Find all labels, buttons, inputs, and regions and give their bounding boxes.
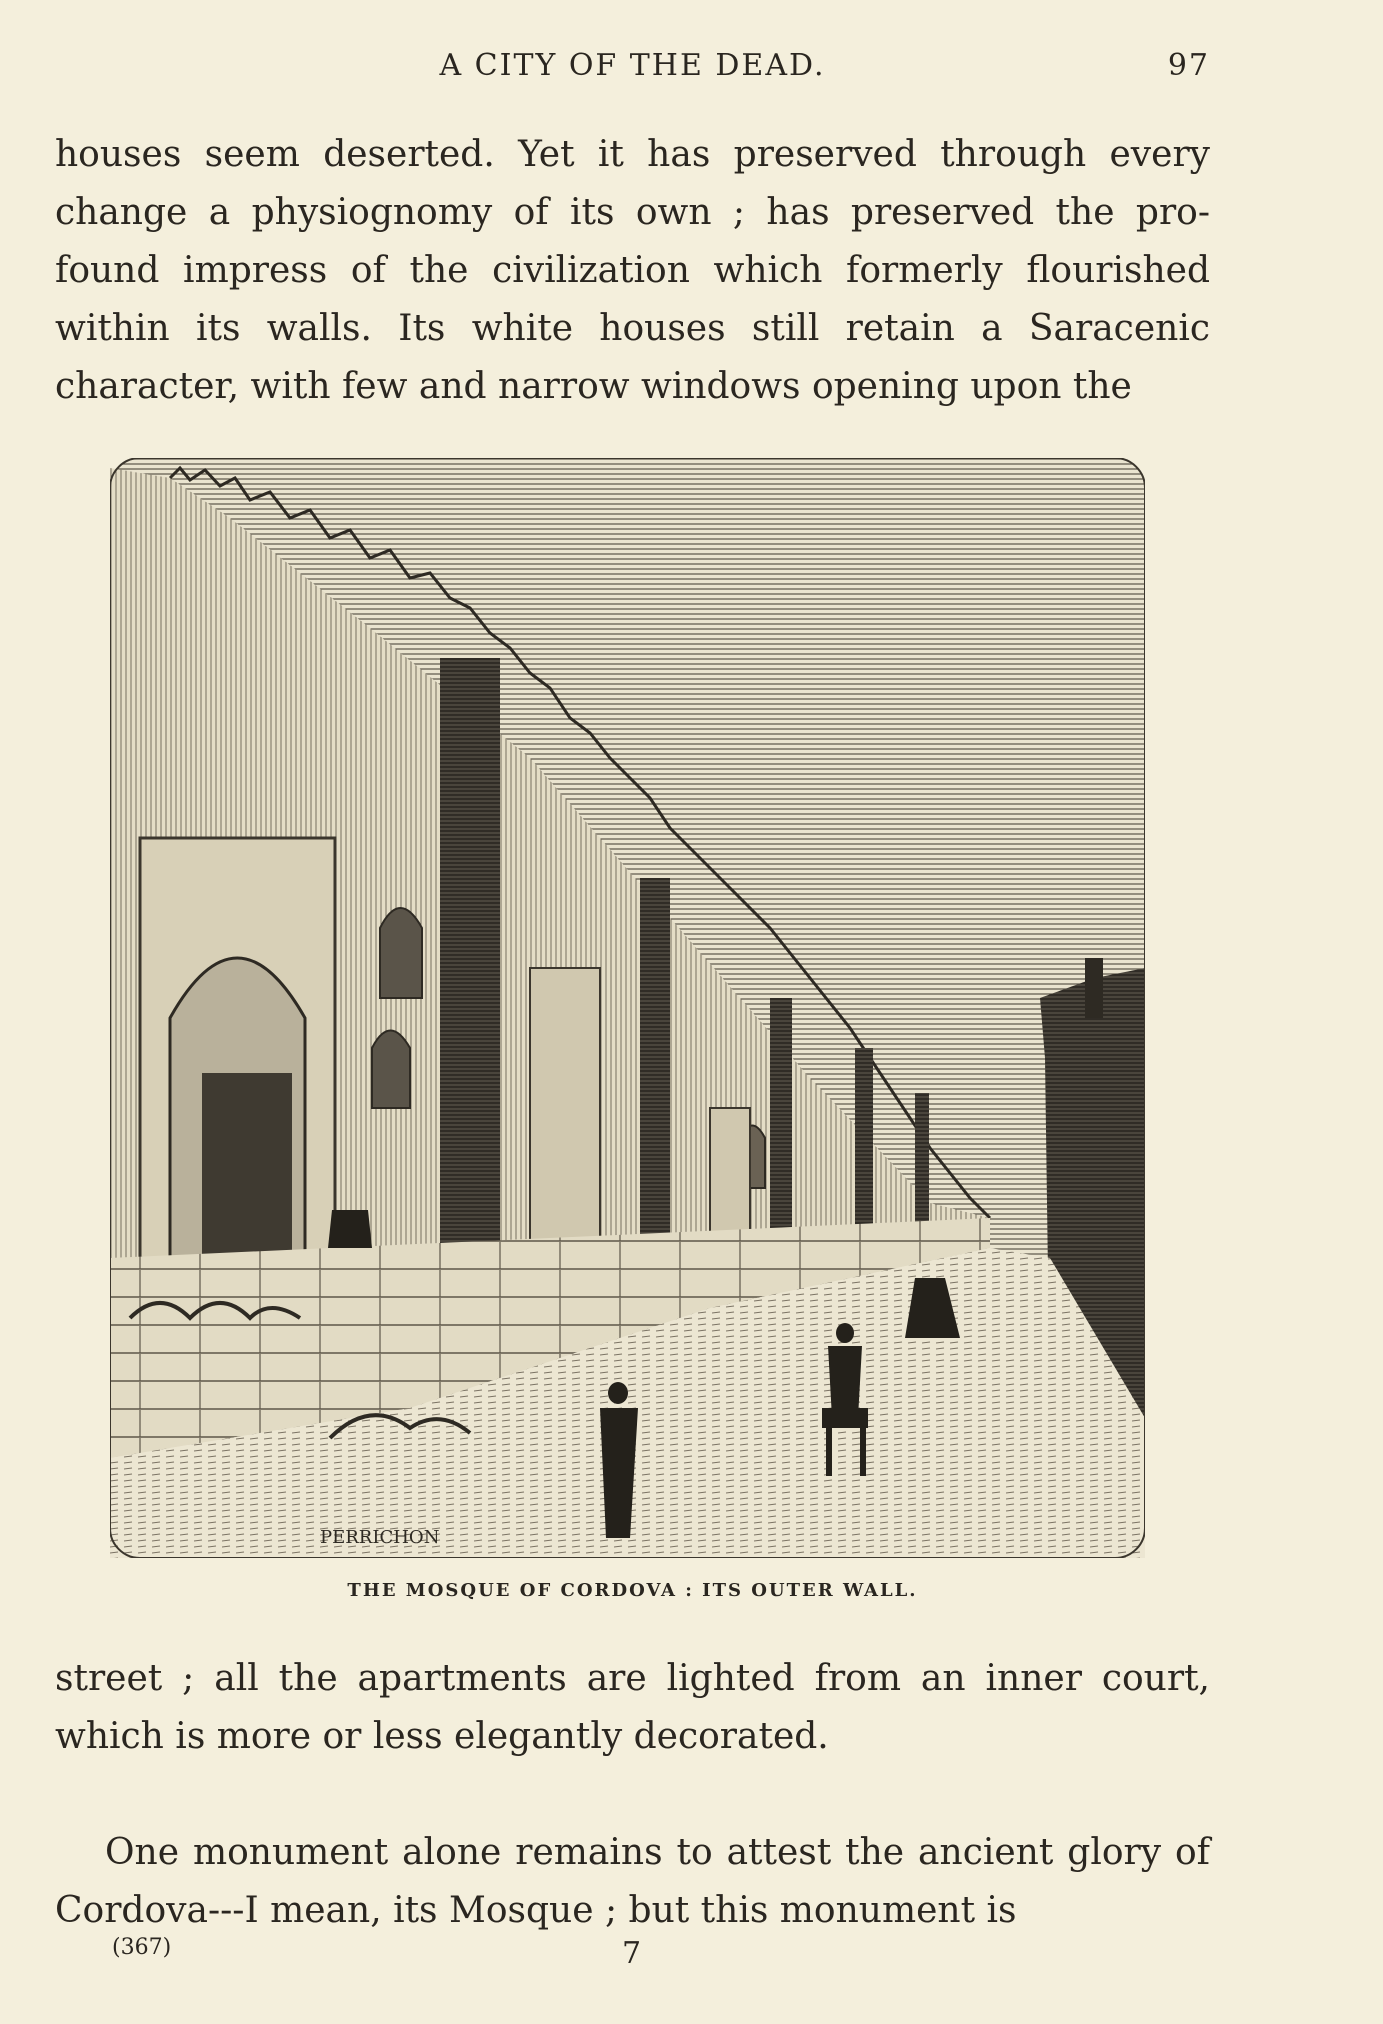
engraving-picture [110,458,1145,1558]
running-title: A CITY OF THE DEAD. [439,48,826,83]
running-head [55,48,1210,88]
body-paragraph: houses seem deserted. Yet it has preserved through every change a physiognomy of its own ; has preserved the pro-found impress of the civilization which formerly flourished within its walls. Its white houses still retain a Saracenic character, with few and narrow windows opening upon the [55,134,1210,407]
figure-caption: THE MOSQUE OF CORDOVA : ITS OUTER WALL. [347,1580,918,1601]
body-paragraph-2-text: One monument alone remains to attest the ancient glory of Cordova---I mean, its Mosque ; but this monument is [55,1832,1210,1931]
page-number: 97 [1167,48,1210,83]
body-paragraph-2 [55,1824,1210,1940]
gathering-folio: 7 [622,1936,642,1971]
svg-text:PERRICHON: PERRICHON [320,1527,440,1548]
signature-mark: (367) [112,1935,172,1960]
body-paragraph-continued: street ; all the apartments are lighted from an inner court, which is more or less elegantly decorated. [55,1658,1210,1757]
engraving-illustration [110,458,1145,1558]
